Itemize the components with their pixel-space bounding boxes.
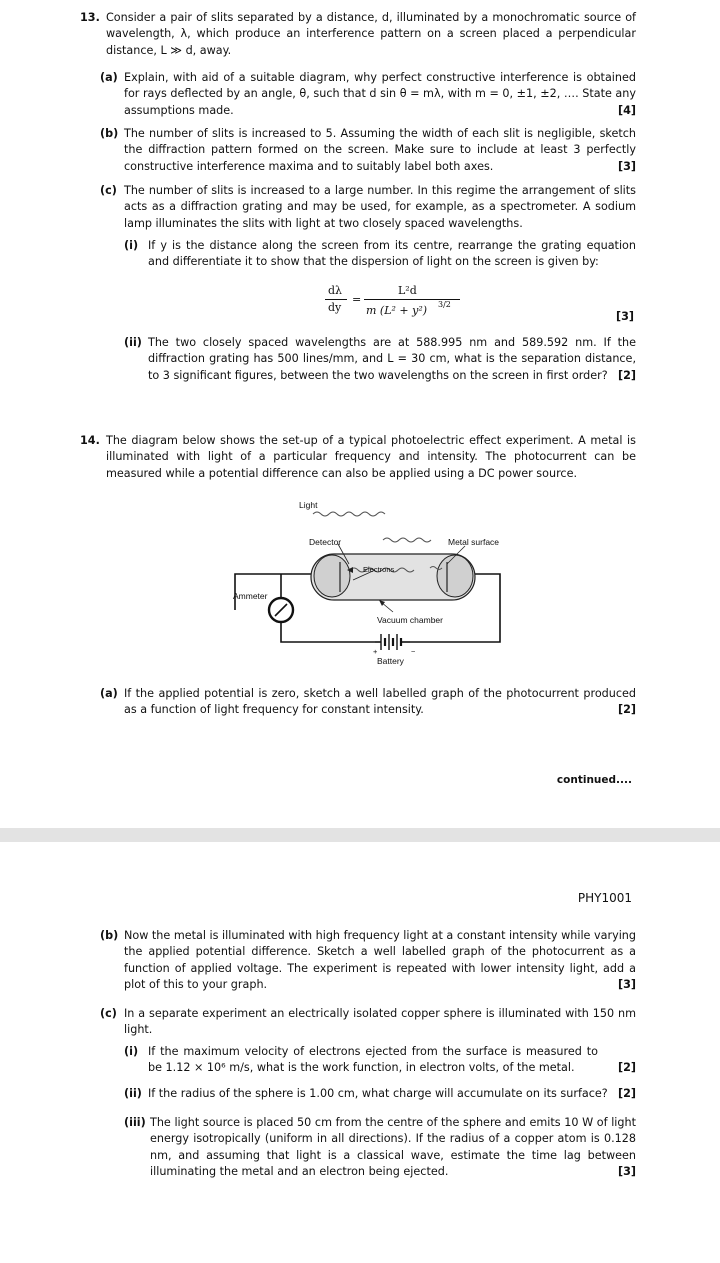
part-label: (b) — [100, 127, 119, 140]
marks: [4] — [617, 103, 636, 117]
eq-lhs-denominator: dy — [328, 301, 342, 314]
part-label: (c) — [100, 184, 117, 197]
question-14 — [80, 433, 636, 482]
page-divider — [0, 828, 720, 842]
part-14c-i — [124, 1044, 636, 1077]
part-text: Explain, with aid of a suitable diagram, why perfect constructive interference is obtained for rays deflected by an angle, θ, such that d sin θ = mλ, with m = 0, ±1, ±2, …. State any assumptions made. — [124, 71, 636, 117]
part-label: (c) — [100, 1007, 117, 1020]
photoelectric-setup-svg — [225, 492, 515, 670]
sub-text: The two closely spaced wavelengths are at 588.995 nm and 589.592 nm. If the diffraction grating has 500 lines/mm, and L = 30 cm, what is the separation distance, to 3 significant figures, between the two wavelengths on the screen in first order? — [148, 336, 636, 382]
metal-surface-label: Metal surface — [448, 537, 500, 547]
sub-text: If y is the distance along the screen from its centre, rearrange the grating equation and differentiate it to show that the dispersion of light on the screen is given by: — [148, 239, 636, 269]
battery-minus-label: − — [411, 647, 416, 656]
electrons-label: Electrons — [363, 565, 395, 574]
part-label: (a) — [100, 71, 118, 84]
part-13c-ii — [124, 335, 636, 384]
sub-label: (i) — [124, 239, 139, 252]
part-14c-iii — [124, 1115, 636, 1181]
metal-surface-icon — [437, 555, 473, 597]
ammeter-label: Ammeter — [233, 591, 268, 601]
eq-rhs-numerator: L²d — [398, 284, 417, 297]
light-label: Light — [299, 500, 318, 510]
eq-equals: = — [352, 293, 362, 306]
vacuum-chamber-label: Vacuum chamber — [377, 615, 443, 625]
battery-label: Battery — [377, 656, 404, 666]
photoelectric-diagram — [225, 492, 515, 670]
marks: [3] — [617, 978, 636, 992]
sub-text: If the maximum velocity of electrons ejected from the surface is measured to be 1.12 × 10⁶ m/s, what is the work function, in electron volts, of the metal. — [148, 1045, 598, 1075]
marks: [3] — [617, 1165, 636, 1179]
part-13c — [100, 183, 636, 232]
marks: [2] — [617, 703, 636, 717]
part-14a — [100, 686, 636, 719]
continued-note: continued.... — [556, 774, 632, 786]
part-text: The number of slits is increased to 5. Assuming the width of each slit is negligible, sketch the diffraction pattern formed on the screen. Make sure to include at least 3 perfectly constructive interference maxima and to suitably label both axes. — [124, 127, 636, 173]
part-label: (a) — [100, 687, 118, 700]
detector-electrode-icon — [314, 555, 350, 597]
part-14b — [100, 928, 636, 994]
sub-label: (ii) — [124, 1087, 142, 1100]
sub-text: The light source is placed 50 cm from the centre of the sphere and emits 10 W of light energy isotropically (uniform in all directions). If the radius of a copper atom is 0.128 nm, and assuming that light is a classical wave, estimate the time lag between illuminating the metal and an electron being ejected. — [150, 1116, 636, 1179]
part-text: Now the metal is illuminated with high frequency light at a constant intensity while varying the applied potential difference. Sketch a well labelled graph of the photocurrent as a function of applied voltage. The experiment is repeated with lower intensity light, add a plot of this to your graph. — [124, 929, 636, 992]
part-text: In a separate experiment an electrically isolated copper sphere is illuminated with 150 nm light. — [124, 1007, 636, 1037]
sub-text: If the radius of the sphere is 1.00 cm, what charge will accumulate on its surface? — [148, 1087, 608, 1100]
marks: [3] — [615, 310, 634, 323]
part-13a — [100, 70, 636, 119]
marks: [2] — [617, 1087, 636, 1100]
sub-label: (i) — [124, 1045, 139, 1058]
question-13 — [80, 10, 636, 59]
question-intro: Consider a pair of slits separated by a distance, d, illuminated by a monochromatic source of wavelength, λ, which produce an interference pattern on a screen placed a perpendicular distance, L ≫ d, away. — [106, 11, 636, 57]
part-14c — [100, 1006, 636, 1039]
sub-label: (iii) — [124, 1116, 146, 1129]
eq-exponent: 3/2 — [438, 300, 451, 309]
part-13b — [100, 126, 636, 175]
wire-bottom — [281, 622, 375, 642]
sub-label: (ii) — [124, 336, 142, 349]
eq-rhs-denominator: m (L² + y²) — [366, 304, 428, 317]
part-text: The number of slits is increased to a large number. In this regime the arrangement of slits acts as a diffraction grating and may be used, for example, as a spectrometer. A sodium lamp illuminates the slits with light at two closely spaced wavelengths. — [124, 184, 636, 230]
part-14c-ii — [124, 1086, 636, 1102]
page-2 — [0, 842, 720, 1263]
eq-lhs-numerator: dλ — [328, 284, 343, 297]
question-number: 14. — [80, 434, 100, 447]
part-label: (b) — [100, 929, 119, 942]
marks: [2] — [617, 368, 636, 382]
question-intro: The diagram below shows the set-up of a typical photoelectric effect experiment. A metal is illuminated with light of a particular frequency and intensity. The photocurrent can be measured while a potential difference can also be applied using a DC power source. — [106, 434, 636, 480]
light-wave-2-icon — [383, 538, 431, 542]
part-text: If the applied potential is zero, sketch a well labelled graph of the photocurrent produced as a function of light frequency for constant intensity. — [124, 687, 636, 717]
part-13c-i — [124, 238, 636, 271]
marks: [2] — [617, 1061, 636, 1075]
battery-plus-label: + — [373, 647, 378, 656]
battery-icon — [375, 634, 410, 650]
marks: [3] — [617, 159, 636, 173]
dispersion-equation — [320, 283, 480, 325]
question-number: 13. — [80, 11, 100, 24]
detector-label: Detector — [309, 537, 342, 547]
course-code: PHY1001 — [577, 891, 632, 905]
light-wave-icon — [313, 512, 385, 516]
